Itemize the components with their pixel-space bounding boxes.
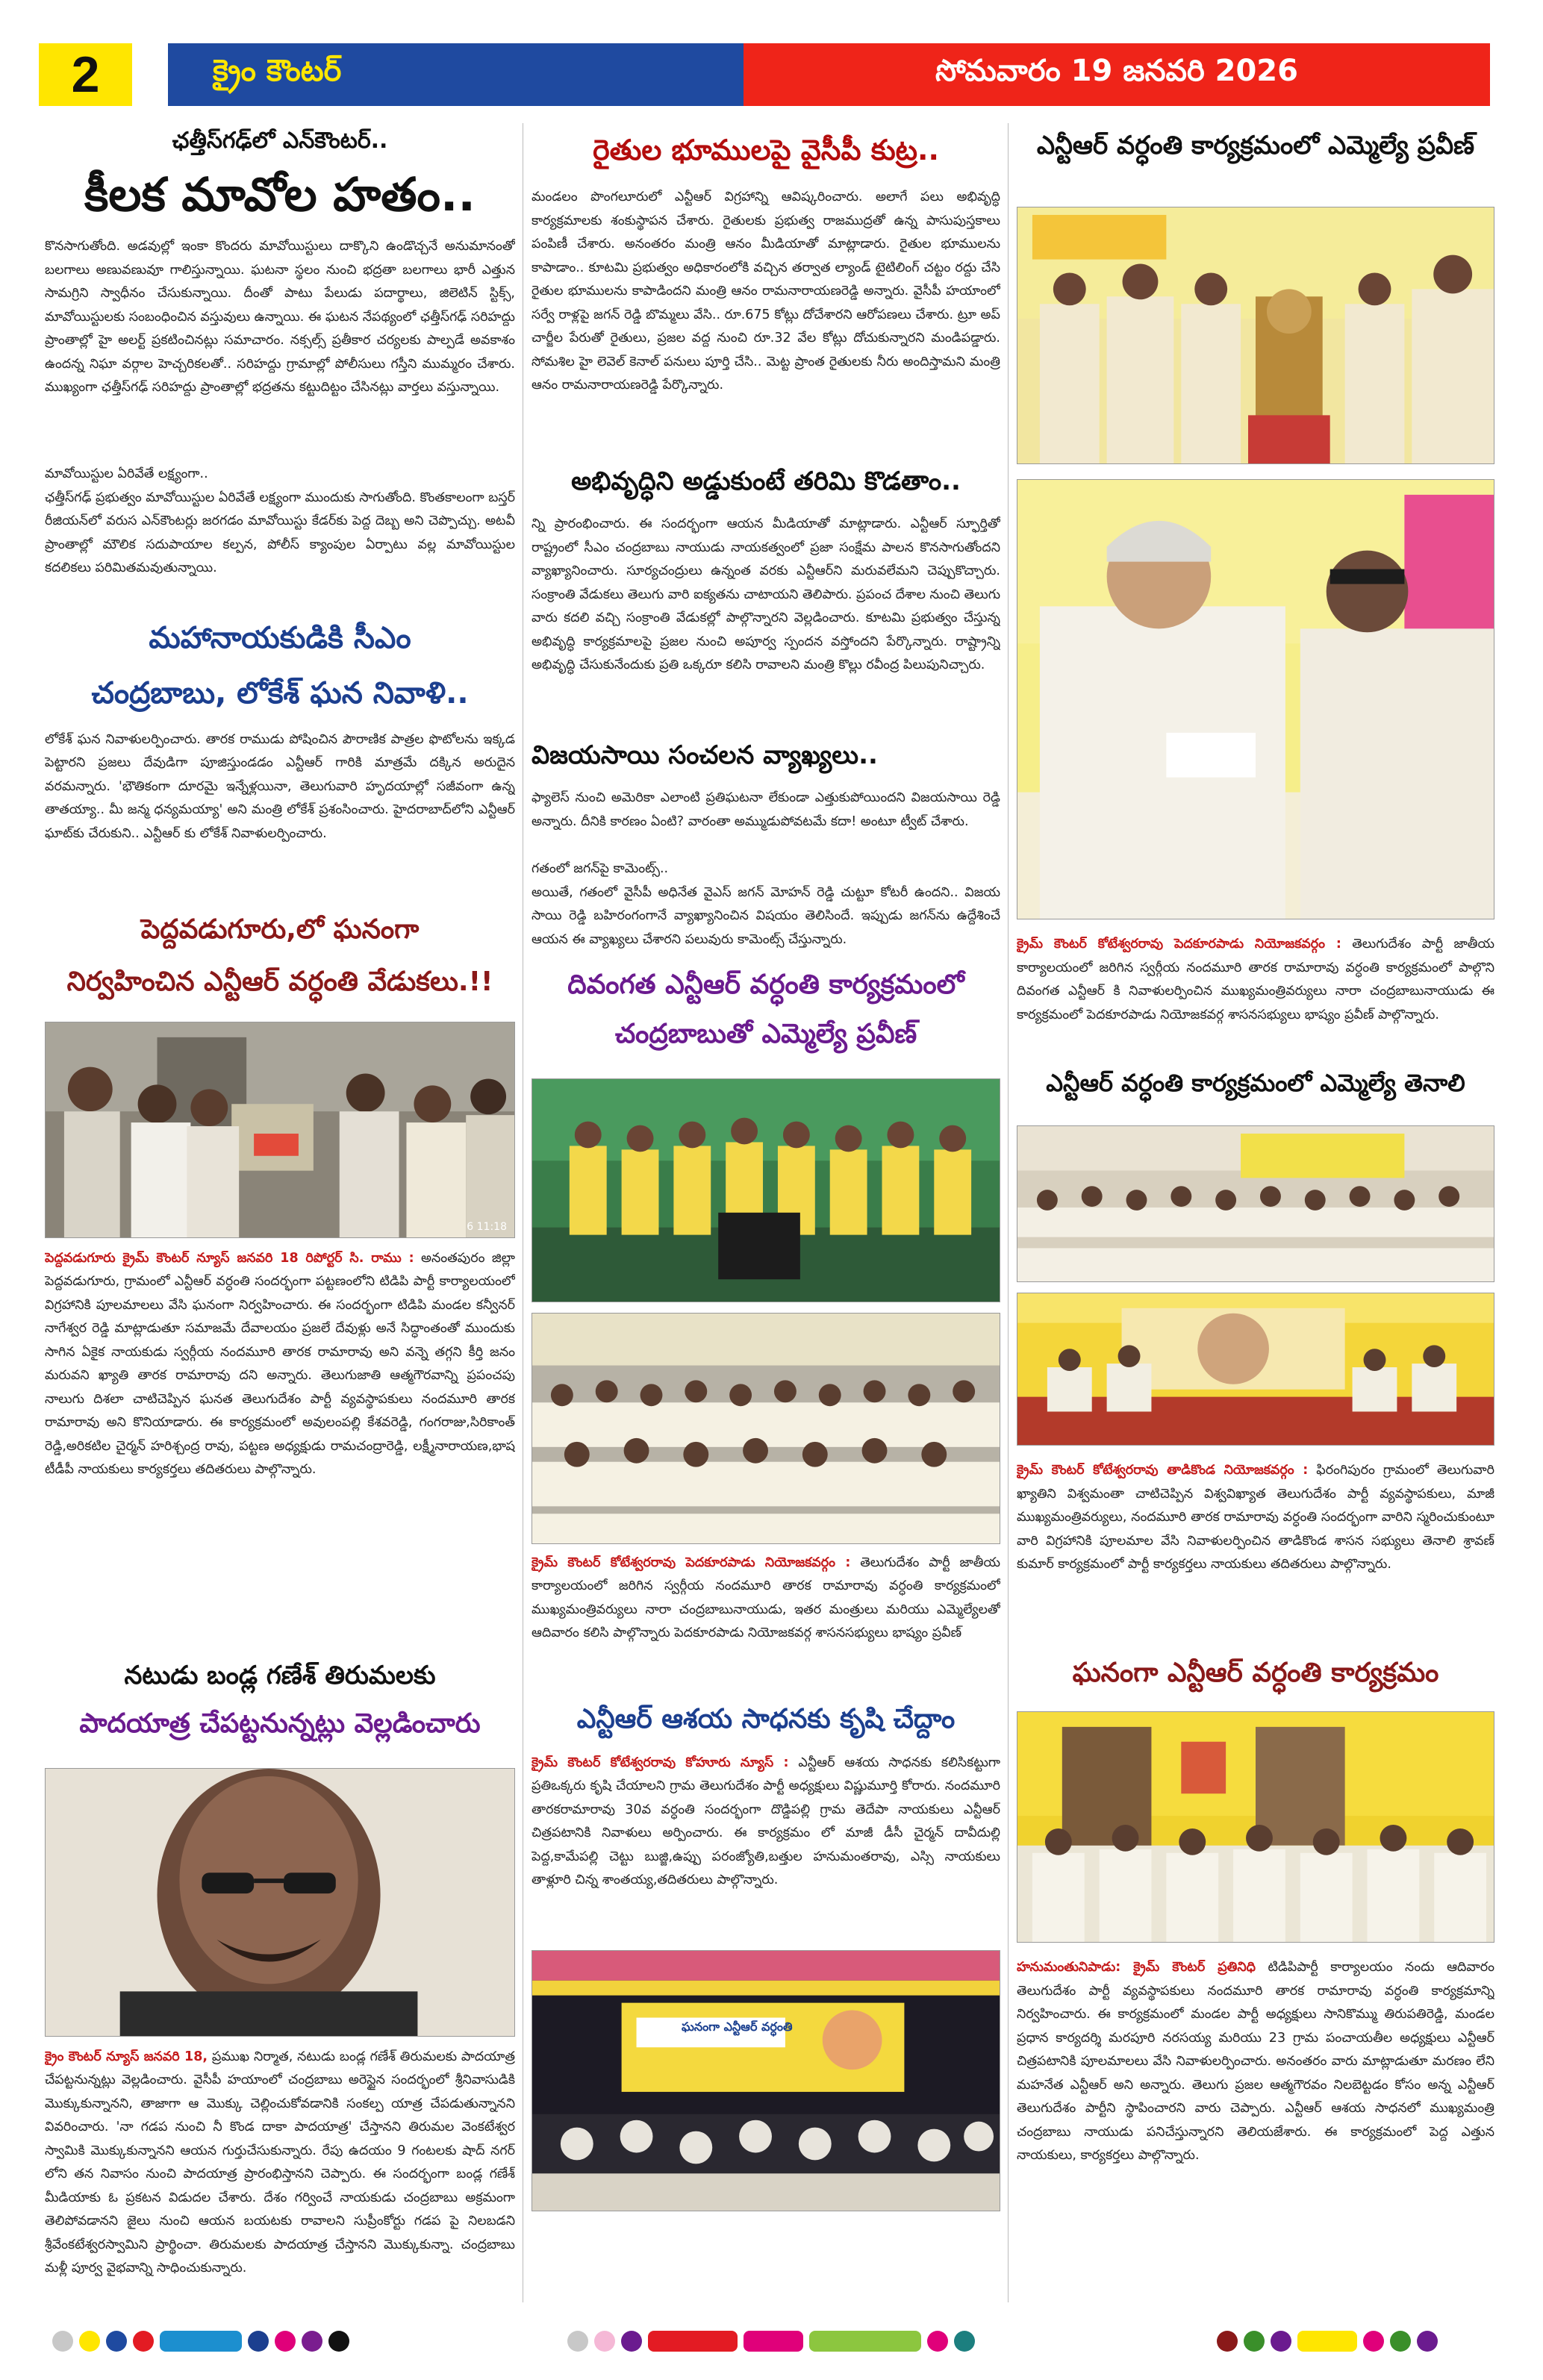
headline: నటుడు బండ్ల గణేశ్ తిరుమలకు: [124, 1660, 436, 1690]
news-photo: [532, 1950, 1000, 2211]
banner-text: ఘనంగా ఎన్టీఆర్ వర్ధంతి: [682, 2019, 793, 2034]
article-body: [532, 1752, 1000, 1938]
headline: రైతుల భూములపై వైసీపీ కుట్ర..: [593, 134, 939, 166]
color-dot: [106, 2331, 127, 2352]
paper-name: క్రైం కౌంటర్: [168, 43, 744, 106]
news-photo: [532, 1078, 1000, 1302]
column-2: [532, 123, 1000, 2211]
article-body: మండలం పొంగలూరులో ఎన్టీఆర్ విగ్రహాన్ని ఆవిష్కరించారు. అలాగే పలు అభివృద్ధి కార్యక్రమాలకు శంకుస్థాపన చేశారు. రైతులకు ప్రభుత్వ రాజముద్రతో ఉన్న పాసుపుస్తకాలు పంపిణీ చేశారు. అనంతరం మంత్రి ఆనం మీడియాతో మాట్లాడారు. రైతుల భూములను కాపాడాం.. కూటమి ప్రభుత్వం అధికారంలోకి వచ్చిన తర్వాత ల్యాండ్ టైటిలింగ్ చట్టం రద్దు చేసి రైతుల భూములను కాపాడిందని మంత్రి ఆనం రామనారాయణరెడ్డి అన్నారు. వైసీపీ హయాంలో సర్వే రాళ్లపై జగన్ రెడ్డి బొమ్మలు వేసి.. రూ.675 కోట్లు దోచేశారని ఆరోపణలు చేశారు. ట్రూ అప్ చార్జీల పేరుతో రైతులు, ప్రజల వద్ద నుంచి రూ.32 వేల కోట్లు దోచుకున్నారని మండిపడ్డారు. సోమశిల హై లెవెల్ కెనాల్ పనులు పూర్తి చేసి.. మెట్ట ప్రాంత రైతులకు నీరు అందిస్తామని మంత్రి ఆనం రామనారాయణరెడ్డి పేర్కొన్నారు.: [532, 190, 1000, 393]
color-dot: [248, 2331, 269, 2352]
article-body: [45, 1247, 515, 1650]
color-dot: [621, 2331, 642, 2352]
article-body: [1017, 1956, 1494, 2262]
issue-date: సోమవారం 19 జనవరి 2026: [744, 43, 1490, 106]
article-dateline: హనుమంతునిపాడు: క్రైమ్ కౌంటర్ ప్రతినిధి: [1017, 1960, 1256, 1975]
color-dot: [1244, 2331, 1265, 2352]
article-dateline: క్రైమ్ కౌంటర్ కోటేశ్వరరావు కోహూరు న్యూస్ :: [532, 1755, 789, 1770]
kicker: ఛత్తీస్‌గఢ్‌లో ఎన్‌కౌంటర్..: [172, 128, 388, 154]
color-dot: [1217, 2331, 1238, 2352]
article-text: తెలుగుదేశం పార్టీ జాతీయ కార్యాలయంలో జరిగిన స్వర్గీయ నందమూరి తారక రామారావు వర్ధంతి కార్యక్రమంలో పాల్గొని దివంగత ఎన్టీఆర్ కి నివాళులర్పించిన ముఖ్యమంత్రివర్యులు నారా చంద్రబాబునాయుడు ఈ కార్యక్రమంలో పెదకూరపాడు నియోజకవర్గ శాసనసభ్యులు భాష్యం ప్రవీణ్ పాల్గొన్నారు.: [1017, 937, 1494, 1022]
headline: మహానాయకుడికి సీఎం: [149, 620, 411, 655]
article-dateline: పెద్దవడుగూరు క్రైమ్ కౌంటర్ న్యూస్ జనవరి 18 రిపోర్టర్ సి. రాము :: [45, 1250, 414, 1266]
color-bar: [1297, 2331, 1357, 2352]
color-dot: [594, 2331, 615, 2352]
color-dot: [927, 2331, 948, 2352]
article-body: [1017, 933, 1494, 1052]
news-photo: [1017, 479, 1494, 919]
color-dot: [1363, 2331, 1384, 2352]
headline: చంద్రబాబుతో ఎమ్మెల్యే ప్రవీణ్: [614, 1018, 917, 1049]
article-body: [45, 2046, 515, 2344]
news-photo: [45, 1022, 515, 1238]
color-dot: [302, 2331, 322, 2352]
color-bar: [648, 2331, 738, 2352]
article-text: ప్రముఖ నిర్మాత, నటుడు బండ్ల గణేశ్ తిరుమలకు పాదయాత్ర చేపట్టనున్నట్లు వెల్లడించారు. వైసీపీ హయాంలో చంద్రబాబు అరెస్టైన సందర్భంలో శ్రీనివాసుడికి మొక్కుకున్నానని, తాజాగా ఆ మొక్కు చెల్లించుకోవడానికి సంకల్ప యాత్ర చేపడుతున్నానని వివరించారు. 'నా గడప నుంచి నీ కొండ దాకా పాదయాత్ర' చేస్తానని తిరుమల వెంకటేశ్వర స్వామికి మొక్కుకున్నానని ఆయన గుర్తుచేసుకున్నారు. రేపు ఉదయం 9 గంటలకు షాద్ నగర్ లోని తన నివాసం నుంచి పాదయాత్ర ప్రారంభిస్తానని చెప్పారు. ఈ సందర్భంగా బండ్ల గణేశ్ మీడియాకు ఓ ప్రకటన విడుదల చేశారు. దేశం గర్వించే నాయకుడు చంద్రబాబు అక్రమంగా తెలిపోవడానని జైలు నుంచి ఆయన బయటకు రావాలని సుప్రీంకోర్టు గడప పై నిలబడని శ్రీవేంకటేశ్వరస్వామిని ప్రార్థించా. తిరుమలకు పాదయాత్ర చేస్తానని మొక్కుకున్నా. చంద్రబాబు మళ్లీ పూర్వ వైభవాన్ని సాధించుకున్నారు.: [45, 2049, 515, 2276]
article-dateline: క్రైం కౌంటర్ న్యూస్ జనవరి 18,: [45, 2049, 208, 2064]
article-body: లోకేశ్ ఘన నివాళులర్పించారు. తారక రాముడు పోషించిన పౌరాణిక పాత్రల ఫొటోలను ఇక్కడ పెట్టారని ప్రజలు దేవుడిగా పూజిస్తుండడం ఎన్టీఆర్ గారికి మాత్రమే దక్కిన అరుదైన వరమన్నారు. 'భౌతికంగా దూరమై ఇన్నేళ్లయినా, తెలుగువారి హృదయాల్లో సజీవంగా ఉన్న తాతయ్యా.. మీ జన్మ ధన్యమయ్యా' అని మంత్రి లోకేశ్ ప్రశంసించారు. హైదరాబాద్‌లోని ఎన్టీఆర్ ఘాట్‌కు చేరుకుని.. ఎన్టీఆర్ కు లోకేశ్ నివాళులర్పించారు.: [45, 731, 515, 841]
main-headline: కీలక మావోల హతం..: [84, 167, 476, 222]
column-3: [1017, 123, 1494, 2262]
news-photo: [1017, 1125, 1494, 1282]
page-header: [39, 43, 1490, 106]
photo-timestamp: 6 11:18: [467, 1220, 507, 1233]
color-dot: [275, 2331, 296, 2352]
article-body: అయితే, గతంలో వైసీపీ అధినేత వైఎస్ జగన్ మోహన్ రెడ్డి చుట్టూ కోటరీ ఉందని.. విజయ సాయి రెడ్డి బహిరంగంగానే వ్యాఖ్యానించిన విషయం తెలిసిందే. ఇప్పుడు జగన్‌ను ఉద్దేశించే ఆయన ఈ వ్యాఖ్యలు చేశారని పలువురు కామెంట్స్ చేస్తున్నారు.: [532, 884, 1000, 947]
article-body: న్ని ప్రారంభించారు. ఈ సందర్భంగా ఆయన మీడియాతో మాట్లాడారు. ఎన్టీఆర్ స్ఫూర్తితో రాష్ట్రంలో సీఎం చంద్రబాబు నాయుడు నాయకత్వంలో ప్రజా సంక్షేమ పాలన కొనసాగుతోందని వ్యాఖ్యానించారు. సూర్యచంద్రులు ఉన్నంత వరకు ఎన్టీఆర్‌ని మరువలేమని చెప్పుకొచ్చారు. సంక్రాంతి వేడుకలు తెలుగు వారి ఐక్యతను చాటాయని తెలిపారు. ప్రపంచ దేశాల నుంచి తెలుగు వారు కదలి వచ్చి సంక్రాంతి వేడుకల్లో పాల్గొన్నారని వెల్లడించారు. కూటమి ప్రభుత్వం చేస్తున్న అభివృద్ధి కార్యక్రమాలపై ప్రజల నుంచి అపూర్వ స్పందన వస్తోందని పేర్కొన్నారు. రాష్ట్రాన్ని అభివృద్ధి చేసుకునేందుకు ప్రతి ఒక్కరూ కలిసి రావాలని మంత్రి కొల్లు రవీంద్ర పిలుపునిచ్చారు.: [532, 516, 1000, 672]
article-body: [532, 1552, 1000, 1693]
article-text: ఎన్టీఆర్ ఆశయ సాధనకు కలిసికట్టుగా ప్రతిఒక్కరు కృషి చేయాలని గ్రామ తెలుగుదేశం పార్టీ అధ్యక్షులు విష్ణుమూర్తి కోరారు. నందమూరి తారకరామారావు 30వ వర్ధంతి సందర్భంగా దొడ్డిపల్లి గ్రామ తెదేపా నాయకులు ఎన్టీఆర్ చిత్రపటానికి నివాళులు అర్పించారు. ఈ కార్యక్రమం లో మాజీ డీసీ చైర్మన్ దావీదుల్లి పెద్ద,కామేపల్లి చెట్టు బుజ్జి,ఉప్పు పరంజ్యోతి,బత్తుల హనుమంతరావు, ఎస్సి నాయకులు తాళ్లూరి చిన్న శాంతయ్య,తదితరులు పాల్గొన్నారు.: [532, 1755, 1000, 1887]
article-dateline: క్రైమ్ కౌంటర్ కోటేశ్వరరావు పెదకూరపాడు నియోజకవర్గం :: [532, 1555, 851, 1570]
news-photo: [1017, 1711, 1494, 1943]
article-body: కొనసాగుతోంది. అడవుల్లో ఇంకా కొందరు మావోయిస్టులు దాక్కొని ఉండొచ్చనే అనుమానంతో బలగాలు అణువణువూ గాలిస్తున్నాయి. ఘటనా స్థలం నుంచి భద్రతా బలగాలు భారీ ఎత్తున సామగ్రిని స్వాధీనం చేసుకున్నాయి. దీంతో పాటు పేలుడు పదార్థాలు, జిలెటిన్ స్టిక్స్, మావోయిస్టులకు సంబంధించిన వస్తువులు ఉన్నాయి. ఈ ఘటన నేపథ్యంలో ఛత్తీస్‌గఢ్ సరిహద్దు ప్రాంతాల్లో హై అలర్ట్ ప్రకటించినట్లు సమాచారం. నక్సల్స్ ప్రతీకార చర్యలకు పాల్పడే అవకాశం ఉందన్న నిఘా వర్గాల హెచ్చరికలతో.. సరిహద్దు గ్రామాల్లో పోలీసులు గస్తీని ముమ్మరం చేశారు. ముఖ్యంగా ఛత్తీస్‌గఢ్ సరిహద్దు ప్రాంతాల్లో భద్రతను కట్టుదిట్టం చేసినట్లు వార్తలు వస్తున్నాయి.: [45, 239, 515, 395]
news-photo: [1017, 207, 1494, 464]
color-dot: [52, 2331, 73, 2352]
headline: నిర్వహించిన ఎన్టీఆర్ వర్ధంతి వేడుకలు.!!: [66, 966, 493, 997]
headline: ఎన్టీఆర్ వర్ధంతి కార్యక్రమంలో ఎమ్మెల్యే తెనాలి: [1046, 1069, 1465, 1097]
article-text: టిడిపిపార్టీ కార్యాలయం నందు ఆదివారం తెలుగుదేశం పార్టీ వ్యవస్థాపకులు నందమూరి తారక రామారావు వర్ధంతి కార్యక్రమాన్ని నిర్వహించారు. ఈ కార్యక్రమంలో మండల పార్టీ అధ్యక్షులు సానికొమ్ము తిరుపతిరెడ్డి, మండల ప్రధాన కార్యదర్శి మరపూరి నరసయ్య మరియు 23 గ్రామ పంచాయతీల అధ్యక్షులు ఎన్టీఆర్ చిత్రపటానికి పూలమాలలు వేసి నివాళులర్పించారు. అనంతరం వారు మాట్లాడుతూ మరణం లేని మహనేత ఎన్టీఆర్ అని అన్నారు. తెలుగు ప్రజల ఆత్మగౌరవం నిలబెట్టడం కోసం అన్న ఎన్టీఆర్ తెలుగుదేశం పార్టీని స్థాపించారని వారు చెప్పారు. ఎన్టీఆర్ ఆశయ సాధనలో ముఖ్యమంత్రి చంద్రబాబు నాయుడు పనిచేస్తున్నారని తెలియజేశారు. ఈ కార్యక్రమంలో పెద్ద ఎత్తున నాయకులు, కార్యకర్తలు పాల్గొన్నారు.: [1017, 1960, 1494, 2163]
color-marks-right: [1217, 2329, 1438, 2354]
headline: విజయసాయి సంచలన వ్యాఖ్యలు..: [532, 740, 878, 770]
article-text: తెలుగుదేశం పార్టీ జాతీయ కార్యాలయంలో జరిగిన స్వర్గీయ నందమూరి తారక రామారావు వర్ధంతి కార్యక్రమంలో ముఖ్యమంత్రివర్యులు నారా చంద్రబాబునాయుడు, ఇతర మంత్రులు మరియు ఎమ్మెల్యేలతో ఆదివారం కలిసి పాల్గొన్నారు పెదకూరపాడు నియోజకవర్గ శాసనసభ్యులు భాష్యం ప్రవీణ్: [532, 1555, 1000, 1640]
headline: దివంగత ఎన్టీఆర్ వర్ధంతి కార్యక్రమంలో: [567, 969, 964, 1000]
color-bar: [809, 2331, 921, 2352]
headline: ఎన్టీఆర్ వర్ధంతి కార్యక్రమంలో ఎమ్మెల్యే ప్రవీణ్: [1036, 131, 1475, 160]
article-body: ఛత్తీస్‌గఢ్ ప్రభుత్వం మావోయిస్టుల ఏరివేతే లక్ష్యంగా ముందుకు సాగుతోంది. కొంతకాలంగా బస్తర్ రీజియన్‌లో వరుస ఎన్‌కౌంటర్లు జరగడం మావోయిస్టు కేడర్‌కు పెద్ద దెబ్బ అని చెప్పొచ్చు. అటవీ ప్రాంతాల్లో మౌలిక సదుపాయాల కల్పన, పోలీస్ క్యాంపుల ఏర్పాటు వల్ల మావోయిస్టుల కదలికలు పరిమితమవుతున్నాయి.: [45, 490, 515, 575]
color-marks-center: [567, 2329, 975, 2354]
headline: పెద్దవడుగూరు,లో ఘనంగా: [140, 913, 420, 945]
news-photo: [532, 1313, 1000, 1544]
color-bar: [160, 2331, 242, 2352]
headline: పాదయాత్ర చేపట్టనున్నట్లు వెల్లడించారు: [79, 1708, 481, 1739]
column-1: [45, 123, 515, 2344]
news-photo: [1017, 1293, 1494, 1446]
article-text: అనంతపురం జిల్లా పెద్దవడుగూరు, గ్రామంలో ఎన్టీఆర్ వర్ధంతి సందర్భంగా పట్టణంలోని టిడిపి పార్టీ కార్యాలయంలో విగ్రహానికి పూలమాలలు వేసి ఘనంగా నిర్వహించారు. ఈ సందర్భంగా టిడిపి మండల కన్వీనర్ నాగేశ్వర రెడ్డి మాట్లాడుతూ సమాజమే దేవాలయం ప్రజలే దేవుళ్లు అనే సిద్ధాంతంతో ముందుకు సాగిన ఏకైక నాయకుడు స్వర్గీయ నందమూరి తారక రామారావు అని వన్నె తగ్గని కీర్తి జనం మరువని ఖ్యాతి తారక రామారావు దని అన్నారు. తెలుగుజాతి ఆత్మగౌరవాన్ని ప్రపంచపు నాలుగు దిశలా చాటిచెప్పిన ఘనత తెలుగుదేశం పార్టీ వ్యవస్థాపకులు నందమూరి తారక రామారావు అని కొనియాడారు. ఈ కార్యక్రమంలో అవులంపల్లి కేశవరెడ్డి, గంగరాజు,సిరికాంత్ రెడ్డి,అరికటిల చైర్మన్ హరిశ్చంద్ర రావు, పట్టణ అధ్యక్షుడు రామచంద్రారెడ్డి, లక్ష్మీనారాయణ,భాష టీడీపీ నాయకులు కార్యకర్తలు తదితరులు పాల్గొన్నారు.: [45, 1250, 515, 1477]
color-marks-left: [52, 2329, 349, 2354]
article-dateline: క్రైమ్ కౌంటర్ కోటేశ్వరరావు తాడికొండ నియోజకవర్గం :: [1017, 1463, 1309, 1478]
color-bar: [744, 2331, 803, 2352]
color-dot: [567, 2331, 588, 2352]
page-number: 2: [39, 43, 132, 106]
subhead: మావోయిస్టుల ఏరివేతే లక్ష్యంగా..: [45, 466, 208, 481]
column-divider: [1008, 123, 1009, 2302]
subhead: గతంలో జగన్‌పై కామెంట్స్..: [532, 861, 669, 876]
headline: ఘనంగా ఎన్టీఆర్ వర్ధంతి కార్యక్రమం: [1072, 1658, 1439, 1688]
article-dateline: క్రైమ్ కౌంటర్ కోటేశ్వరరావు పెదకూరపాడు నియోజకవర్గం :: [1017, 937, 1341, 952]
news-photo: [45, 1768, 515, 2037]
color-dot: [1417, 2331, 1438, 2352]
color-dot: [954, 2331, 975, 2352]
article-text: ఫిరంగిపురం గ్రామంలో తెలుగువారి ఖ్యాతిని విశ్వమంతా చాటిచెప్పిన విశ్వవిఖ్యాత తెలుగుదేశం పార్టీ వ్యవస్థాపకులు, మాజీ ముఖ్యమంత్రివర్యులు, నందమూరి తారక రామారావు వర్ధంతి సందర్భంగా వారిని స్మరించుకుంటూ వారి విగ్రహానికి పూలమాల వేసి నివాళులర్పించిన తాడికొండ శాసన సభ్యులు తెనాలి శ్రావణ్ కుమార్ కార్యక్రమంలో పార్టీ కార్యకర్తలు నాయకులు తదితరులు పాల్గొన్నారు.: [1017, 1463, 1494, 1572]
color-dot: [1271, 2331, 1291, 2352]
color-dot: [79, 2331, 100, 2352]
headline: అభివృద్ధిని అడ్డుకుంటే తరిమి కొడతాం..: [571, 466, 961, 496]
headline: ఎన్టీఆర్ ఆశయ సాధనకు కృషి చేద్దాం: [576, 1703, 956, 1734]
color-dot: [1390, 2331, 1411, 2352]
headline: చంద్రబాబు, లోకేశ్ ఘన నివాళి..: [91, 675, 469, 710]
color-dot: [133, 2331, 154, 2352]
article-body: ఫ్యాలెస్ నుంచి అమెరికా ఎలాంటి ప్రతిఘటనా లేకుండా ఎత్తుకుపోయిందని విజయసాయి రెడ్డి అన్నారు. దీనికి కారణం ఏంటి? వారంతా అమ్ముడుపోవటమే కదా! అంటూ ట్వీట్ చేశారు.: [532, 790, 1000, 829]
color-dot: [328, 2331, 349, 2352]
article-body: [1017, 1459, 1494, 1646]
